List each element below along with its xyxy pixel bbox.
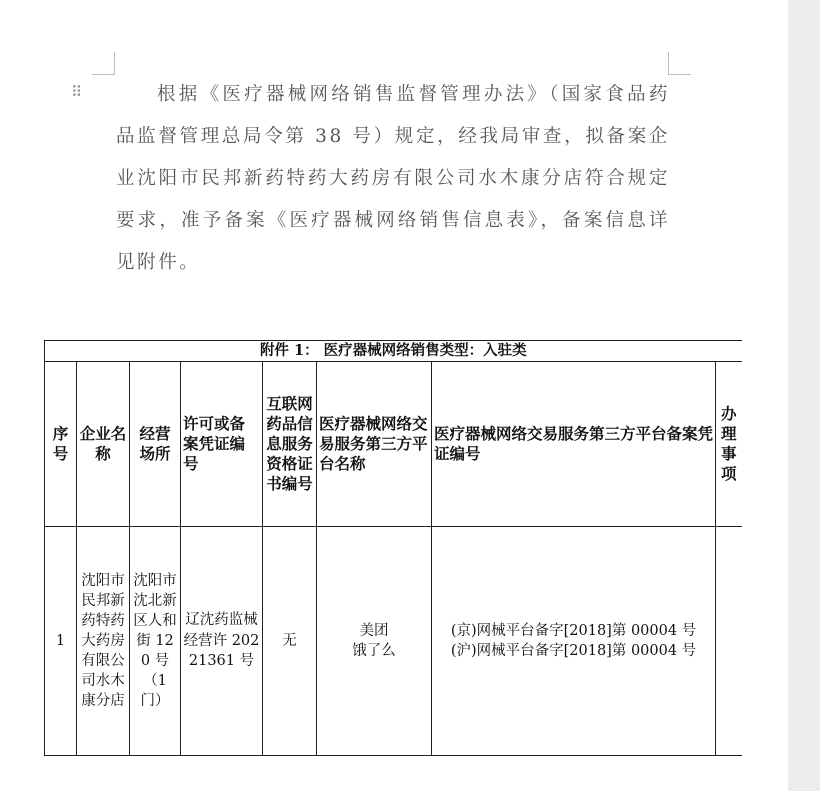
cell-business-premises: 沈阳市沈北新区人和街 120 号（1 门） <box>130 527 181 756</box>
header-platform-name: 医疗器械网络交易服务第三方平台名称 <box>317 362 432 527</box>
cell-platform-name <box>317 527 432 756</box>
cell-internet-drug-info-cert: 无 <box>263 527 317 756</box>
cell-seq: 1 <box>45 527 77 756</box>
header-internet-drug-info-cert: 互联网药品信息服务资格证书编号 <box>263 362 317 527</box>
table-header-row <box>45 362 742 527</box>
header-platform-filing-number: 医疗器械网络交易服务第三方平台备案凭证编号 <box>432 362 716 527</box>
table-caption-row <box>45 341 742 362</box>
cell-matter <box>716 527 742 756</box>
header-business-premises: 经营场所 <box>130 362 181 527</box>
body-paragraph: 根据《医疗器械网络销售监督管理办法》（国家食品药品监督管理总局令第 38 号）规定，经我局审查，拟备案企业沈阳市民邦新药特药大药房有限公司水木康分店符合规定要求，准予备案《医疗器械网络销售信息表》，备案信息详见附件。 <box>116 84 670 273</box>
paragraph-drag-handle-icon[interactable]: ⠿ <box>71 83 80 101</box>
page-corner-marker-left <box>92 52 115 75</box>
page-corner-marker-right <box>668 52 691 75</box>
platform-filing-line: (沪)网械平台备字[2018]第 00004 号 <box>450 643 697 659</box>
header-license-number: 许可或备案凭证编号 <box>181 362 263 527</box>
attachment-table <box>44 340 742 756</box>
cell-company-name: 沈阳市民邦新药特药大药房有限公司水木康分店 <box>77 527 130 756</box>
platform-name-line: 饿了么 <box>352 643 396 659</box>
platform-name-line: 美团 <box>359 622 389 639</box>
cell-license-number: 辽沈药监械经营许 20221361 号 <box>181 527 263 756</box>
vertical-scroll-gutter[interactable] <box>788 0 820 791</box>
header-company-name: 企业名称 <box>77 362 130 527</box>
header-matter: 办理事项 <box>716 362 742 527</box>
platform-filing-line: (京)网械平台备字[2018]第 00004 号 <box>450 622 697 639</box>
table-caption: 附件 1： 医疗器械网络销售类型：入驻类 <box>45 341 742 362</box>
cell-platform-filing-number <box>432 527 716 756</box>
table-row <box>45 527 742 756</box>
header-seq: 序号 <box>45 362 77 527</box>
